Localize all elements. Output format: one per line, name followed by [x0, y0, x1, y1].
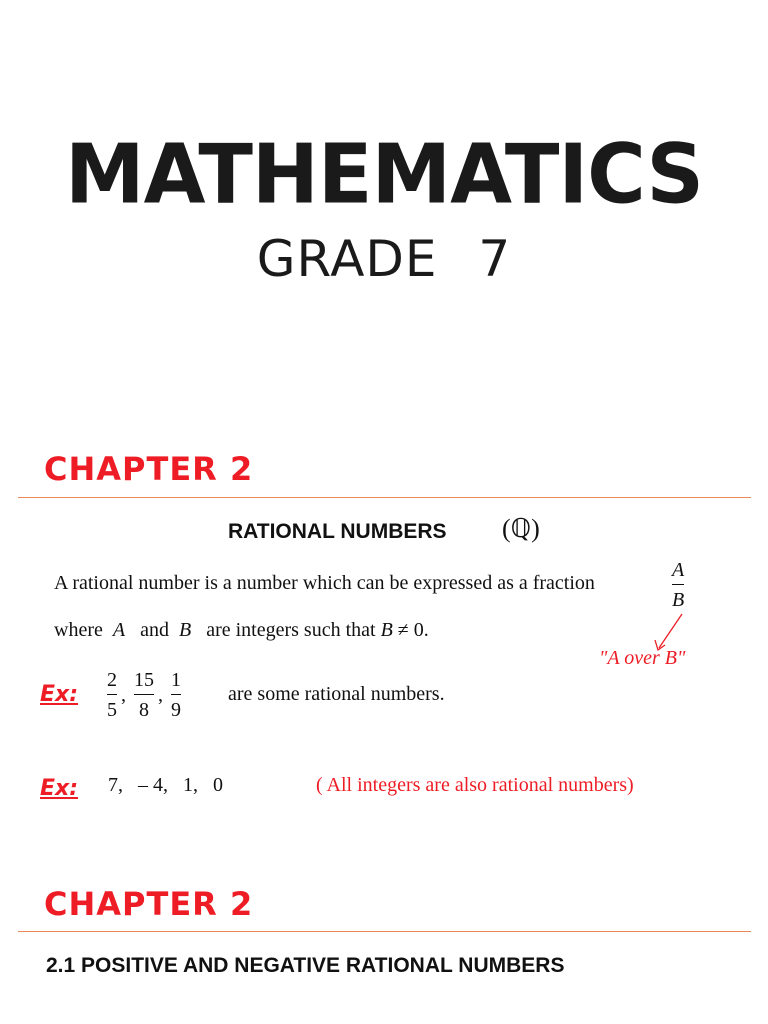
rational-symbol: (ℚ) [502, 514, 540, 543]
example-label-1: Ex: [40, 682, 79, 707]
example-1-text: are some rational numbers. [228, 683, 445, 705]
example-fractions: $\frac{2}{5}$ , $\frac{15}{8}$ , $\frac{1}{9}$ [107, 669, 181, 721]
page-subtitle: GRADE 7 [256, 230, 512, 288]
section-heading-positive-negative: 2.1 POSITIVE AND NEGATIVE RATIONAL NUMBERS [46, 954, 565, 977]
example-fraction: $\frac{15}{8}$ [134, 669, 154, 721]
section-heading-rational-numbers: RATIONAL NUMBERS [228, 520, 447, 543]
fraction-numerator: A [672, 559, 685, 581]
example-fraction: $\frac{1}{9}$ [171, 669, 181, 721]
chapter-heading-1: CHAPTER 2 [44, 450, 254, 488]
example-2-note: ( All integers are also rational numbers) [316, 774, 634, 796]
definition-line-2: where A and B are integers such that B ≠ 0. [54, 619, 429, 641]
annotation-a-over-b: "A over B" [599, 647, 686, 669]
definition-line-1: A rational number is a number which can be expressed as a fraction [54, 572, 595, 594]
example-label-2: Ex: [40, 776, 79, 801]
chapter-heading-2: CHAPTER 2 [44, 885, 254, 923]
definition-fraction [672, 558, 684, 612]
divider-2 [18, 931, 751, 932]
example-fraction: $\frac{2}{5}$ [107, 669, 117, 721]
fraction-denominator: B [672, 589, 685, 611]
page-title: MATHEMATICS [65, 127, 703, 222]
example-2-values: 7, – 4, 1, 0 [108, 774, 223, 796]
divider-1 [18, 497, 751, 498]
